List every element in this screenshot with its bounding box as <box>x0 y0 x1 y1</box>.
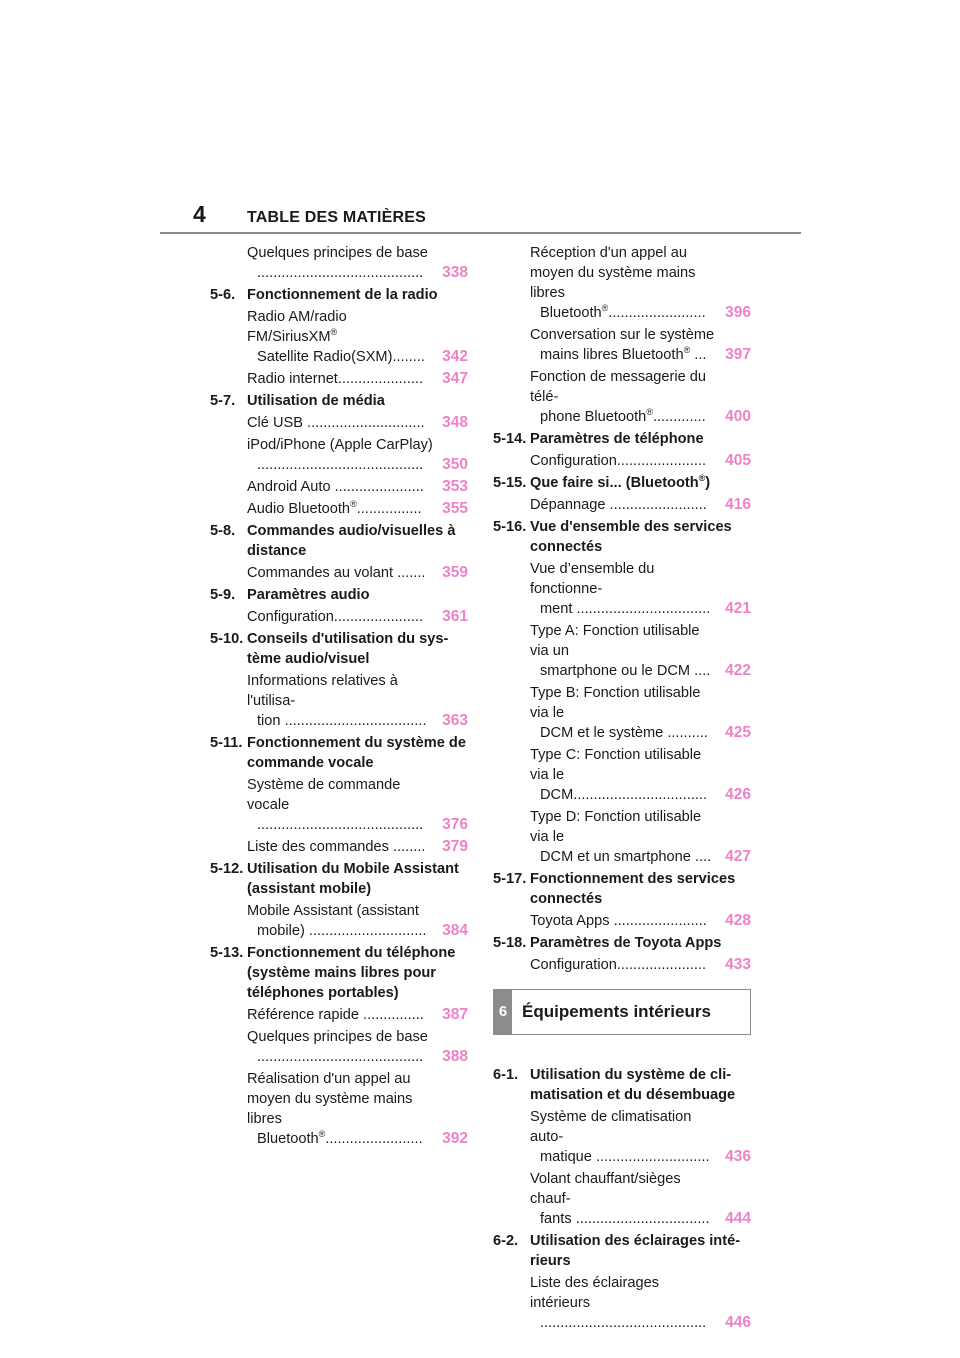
section-number: 5-16. <box>493 519 527 535</box>
toc-entry[interactable] <box>247 369 468 389</box>
page-reference[interactable]: 361 <box>442 608 468 625</box>
entry-label <box>247 607 438 627</box>
page-reference[interactable]: 444 <box>725 1210 751 1227</box>
toc-entry[interactable] <box>247 563 468 583</box>
entry-label <box>247 499 438 519</box>
toc-entry[interactable] <box>247 1069 468 1149</box>
toc-section-heading <box>493 933 751 953</box>
chapter-heading <box>493 989 751 1035</box>
page-reference[interactable]: 338 <box>442 264 468 281</box>
page-reference[interactable]: 422 <box>725 662 751 679</box>
toc-entry[interactable] <box>247 1005 468 1025</box>
section-title: Fonctionnement du système de commande vocale <box>247 735 466 771</box>
entry-label <box>247 1005 438 1025</box>
entry-label-text: Radio internet..................... <box>247 371 424 387</box>
entry-label <box>530 955 721 975</box>
entry-label-text: Dépannage ........................ <box>530 497 707 513</box>
entry-label-continuation: ......................................... <box>257 265 424 281</box>
entry-label-text: Radio AM/radio FM/SiriusXM® <box>247 309 347 345</box>
entry-label <box>530 367 721 427</box>
entry-label-text: Conversation sur le système <box>530 327 715 343</box>
entry-label-continuation: mobile) ............................. <box>257 923 427 939</box>
entry-label-text: Réalisation d'un appel au moyen du système mains libres <box>247 1071 413 1127</box>
page-reference[interactable]: 342 <box>442 348 468 365</box>
entry-label-text: Type A: Fonction utilisable via un <box>530 623 700 659</box>
toc-entry[interactable] <box>530 621 751 681</box>
page-reference[interactable]: 387 <box>442 1006 468 1023</box>
entry-label-text: Volant chauffant/sièges chauf- <box>530 1171 681 1207</box>
toc-entry[interactable] <box>247 607 468 627</box>
entry-label-text: Clé USB ............................. <box>247 415 425 431</box>
section-title: Utilisation de média <box>247 393 385 409</box>
page-reference[interactable]: 379 <box>442 838 468 855</box>
toc-section-heading <box>210 629 468 669</box>
entry-label-continuation: phone Bluetooth®............. <box>540 407 706 425</box>
page-reference[interactable]: 405 <box>725 452 751 469</box>
toc-entry[interactable] <box>247 671 468 731</box>
entry-label-text: Informations relatives à l'utilisa- <box>247 673 398 709</box>
entry-label <box>530 683 721 743</box>
toc-entry[interactable] <box>247 901 468 941</box>
toc-section-heading <box>493 869 751 909</box>
entry-label-text: Audio Bluetooth®................ <box>247 499 422 517</box>
section-title: Fonctionnement du téléphone (système mains libres pour téléphones portables) <box>247 945 456 1001</box>
toc-section-heading <box>210 585 468 605</box>
entry-label-text: Mobile Assistant (assistant <box>247 903 419 919</box>
section-number: 6-1. <box>493 1067 519 1083</box>
entry-label-text: Fonction de messagerie du télé- <box>530 369 707 405</box>
entry-label-continuation: ......................................... <box>257 457 424 473</box>
toc-entry[interactable] <box>247 1027 468 1067</box>
section-title: Commandes audio/visuelles à distance <box>247 523 456 559</box>
page-reference[interactable]: 353 <box>442 478 468 495</box>
entry-label <box>530 325 721 365</box>
entry-label-continuation: ment ................................. <box>540 601 711 617</box>
page-reference[interactable]: 376 <box>442 816 468 833</box>
toc-entry[interactable] <box>530 243 751 323</box>
section-number: 5-11. <box>210 735 243 751</box>
page-reference[interactable]: 446 <box>725 1314 751 1331</box>
entry-label <box>530 495 721 515</box>
page-reference[interactable]: 428 <box>725 912 751 929</box>
section-number: 5-6. <box>210 287 236 303</box>
entry-label <box>247 563 438 583</box>
page-reference[interactable]: 400 <box>725 408 751 425</box>
header-divider <box>160 232 801 234</box>
entry-label-text: Configuration...................... <box>530 957 707 973</box>
toc-left-column <box>210 243 468 1151</box>
entry-label-continuation: matique ............................ <box>540 1149 710 1165</box>
entry-label <box>247 413 438 433</box>
entry-label-continuation: fants ................................. <box>540 1211 710 1227</box>
entry-label <box>247 243 438 283</box>
toc-section-heading <box>210 733 468 773</box>
entry-label-text: Quelques principes de base <box>247 1029 428 1045</box>
page-reference[interactable]: 388 <box>442 1048 468 1065</box>
entry-label-continuation: tion ................................... <box>257 713 427 729</box>
entry-label-text: Vue d’ensemble du fonctionne- <box>530 561 655 597</box>
section-number: 5-13. <box>210 945 244 961</box>
section-number: 5-14. <box>493 431 527 447</box>
entry-label-text: Android Auto ...................... <box>247 479 424 495</box>
page-reference[interactable]: 347 <box>442 370 468 387</box>
entry-label <box>530 745 721 805</box>
entry-label <box>247 1027 438 1067</box>
toc-entry[interactable] <box>530 1107 751 1167</box>
page-reference[interactable]: 396 <box>725 304 751 321</box>
entry-label-text: Commandes au volant ....... <box>247 565 426 581</box>
toc-entry[interactable] <box>247 243 468 283</box>
section-number: 5-12. <box>210 861 244 877</box>
entry-label-continuation: DCM et le système .......... <box>540 725 708 741</box>
entry-label-text: Toyota Apps ....................... <box>530 913 707 929</box>
chapter-title: Équipements intérieurs <box>522 1002 711 1021</box>
entry-label <box>530 1273 721 1333</box>
page-title: TABLE DES MATIÈRES <box>247 209 427 226</box>
toc-entry[interactable] <box>530 955 751 975</box>
toc-entry[interactable] <box>530 559 751 619</box>
page-reference[interactable]: 355 <box>442 500 468 517</box>
page-reference[interactable]: 425 <box>725 724 751 741</box>
entry-label-text: Système de commande vocale <box>247 777 401 813</box>
page-reference[interactable]: 350 <box>442 456 468 473</box>
entry-label-continuation: Bluetooth®........................ <box>540 303 706 321</box>
page-reference[interactable]: 363 <box>442 712 468 729</box>
page-reference[interactable]: 436 <box>725 1148 751 1165</box>
toc-entry[interactable] <box>247 837 468 857</box>
toc-entry[interactable] <box>530 1169 751 1229</box>
toc-entry[interactable] <box>247 435 468 475</box>
section-number: 5-10. <box>210 631 244 647</box>
page-reference[interactable]: 384 <box>442 922 468 939</box>
toc-section-heading <box>210 285 468 305</box>
toc-section-heading <box>493 517 751 557</box>
section-title: Paramètres de téléphone <box>530 431 704 447</box>
entry-label <box>247 775 438 835</box>
entry-label-continuation: Satellite Radio(SXM)........ <box>257 349 425 365</box>
toc-entry[interactable] <box>530 807 751 867</box>
entry-label <box>247 1069 438 1149</box>
section-title: Conseils d'utilisation du sys-tème audio/visuel <box>247 631 449 667</box>
entry-label <box>530 1107 721 1167</box>
page-number: 4 <box>193 201 206 227</box>
section-title: Utilisation du système de cli-matisation et du désembuage <box>530 1067 736 1103</box>
entry-label-continuation: ......................................... <box>257 1049 424 1065</box>
page-reference[interactable]: 392 <box>442 1130 468 1147</box>
toc-entry[interactable] <box>530 745 751 805</box>
section-title: Fonctionnement de la radio <box>247 287 438 303</box>
entry-label-text: Configuration...................... <box>530 453 707 469</box>
entry-label <box>530 807 721 867</box>
toc-section-heading <box>210 391 468 411</box>
entry-label-continuation: ......................................... <box>257 817 424 833</box>
section-title: Vue d'ensemble des services connectés <box>530 519 732 555</box>
entry-label-continuation: DCM et un smartphone .... <box>540 849 712 865</box>
entry-label <box>247 435 438 475</box>
entry-label <box>247 671 438 731</box>
toc-section-heading <box>493 1065 751 1105</box>
toc-entry[interactable] <box>530 325 751 365</box>
section-number: 5-18. <box>493 935 527 951</box>
section-number: 5-8. <box>210 523 236 539</box>
entry-label-text: Système de climatisation auto- <box>530 1109 692 1145</box>
toc-entry[interactable] <box>247 499 468 519</box>
toc-entry[interactable] <box>530 1273 751 1333</box>
section-number: 5-9. <box>210 587 236 603</box>
entry-label <box>530 621 721 681</box>
entry-label <box>247 477 438 497</box>
entry-label-text: Type C: Fonction utilisable via le <box>530 747 702 783</box>
toc-entry[interactable] <box>247 307 468 367</box>
section-number: 5-15. <box>493 475 527 491</box>
entry-label-continuation: mains libres Bluetooth® ... <box>540 345 707 363</box>
entry-label <box>530 911 721 931</box>
chapter-number: 6 <box>494 990 512 1034</box>
toc-entry[interactable] <box>530 451 751 471</box>
entry-label-text: Quelques principes de base <box>247 245 428 261</box>
toc-entry[interactable] <box>247 413 468 433</box>
toc-section-heading <box>210 521 468 561</box>
toc-section-heading <box>493 473 751 493</box>
toc-entry[interactable] <box>247 477 468 497</box>
page-reference[interactable]: 397 <box>725 346 751 363</box>
section-title: Utilisation du Mobile Assistant (assistant mobile) <box>247 861 459 897</box>
entry-label-text: Référence rapide ............... <box>247 1007 424 1023</box>
page-reference[interactable]: 416 <box>725 496 751 513</box>
entry-label-text: Type D: Fonction utilisable via le <box>530 809 702 845</box>
toc-section-heading <box>210 943 468 1003</box>
entry-label-continuation: DCM................................. <box>540 787 708 803</box>
toc-section-heading <box>210 859 468 899</box>
toc-entry[interactable] <box>530 683 751 743</box>
entry-label-continuation: ......................................... <box>540 1315 707 1331</box>
section-title: Que faire si... (Bluetooth®) <box>530 473 711 491</box>
section-title: Paramètres de Toyota Apps <box>530 935 722 951</box>
entry-label-text: Réception d'un appel au moyen du système mains libres <box>530 245 696 301</box>
entry-label <box>530 243 721 323</box>
entry-label-text: Liste des éclairages intérieurs <box>530 1275 659 1311</box>
entry-label <box>530 1169 721 1229</box>
toc-entry[interactable] <box>530 495 751 515</box>
section-title: Fonctionnement des services connectés <box>530 871 736 907</box>
page-reference[interactable]: 421 <box>725 600 751 617</box>
entry-label <box>530 559 721 619</box>
entry-label <box>247 369 438 389</box>
toc-section-heading <box>493 1231 751 1271</box>
page-reference[interactable]: 426 <box>725 786 751 803</box>
section-title: Paramètres audio <box>247 587 370 603</box>
entry-label-text: Configuration...................... <box>247 609 424 625</box>
entry-label <box>247 901 438 941</box>
page-reference[interactable]: 359 <box>442 564 468 581</box>
toc-entry[interactable] <box>530 367 751 427</box>
toc-entry[interactable] <box>530 911 751 931</box>
section-number: 5-17. <box>493 871 527 887</box>
section-title: Utilisation des éclairages inté-rieurs <box>530 1233 741 1269</box>
page-reference[interactable]: 348 <box>442 414 468 431</box>
toc-entry[interactable] <box>247 775 468 835</box>
entry-label <box>247 307 438 367</box>
section-number: 6-2. <box>493 1233 519 1249</box>
section-number: 5-7. <box>210 393 236 409</box>
entry-label-text: Liste des commandes ........ <box>247 839 426 855</box>
entry-label-continuation: Bluetooth®........................ <box>257 1129 423 1147</box>
toc-section-heading <box>493 429 751 449</box>
entry-label-text: Type B: Fonction utilisable via le <box>530 685 701 721</box>
entry-label-continuation: smartphone ou le DCM .... <box>540 663 711 679</box>
entry-label <box>530 451 721 471</box>
entry-label <box>247 837 438 857</box>
toc-right-column <box>493 243 751 1335</box>
entry-label-text: iPod/iPhone (Apple CarPlay) <box>247 437 433 453</box>
page-reference[interactable]: 433 <box>725 956 751 973</box>
page-reference[interactable]: 427 <box>725 848 751 865</box>
